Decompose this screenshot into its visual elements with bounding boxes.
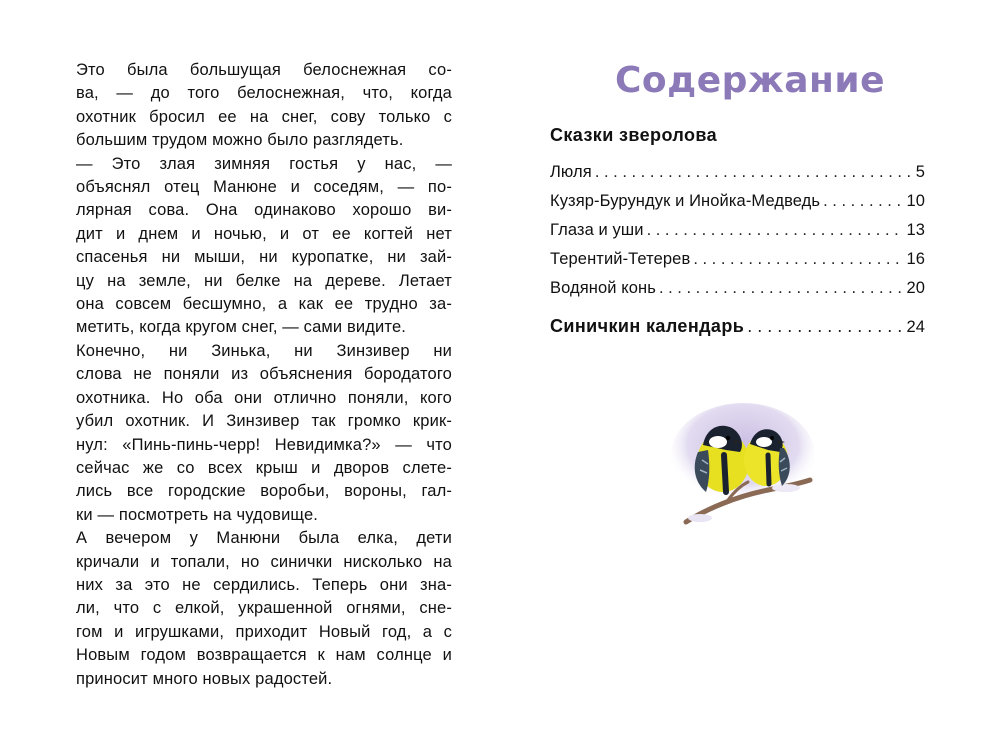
titmice-on-branch-illustration bbox=[668, 400, 818, 535]
text-line: сейчас же со всех крыш и дворов слете- bbox=[76, 458, 452, 477]
toc-entry-page: 16 bbox=[906, 250, 925, 268]
text-line: большим трудом можно было разглядеть. bbox=[76, 131, 404, 150]
toc-entry-title: Синичкин календарь bbox=[550, 316, 745, 336]
leader-dots bbox=[595, 163, 913, 182]
text-line: охотник бросил ее на снег, сову только с bbox=[76, 107, 452, 126]
toc-entry-title: Кузяр-Бурундук и Инойка-Медведь bbox=[550, 192, 821, 210]
text-line: Это была большущая белоснежная со- bbox=[76, 61, 452, 79]
toc-entry-title: Терентий-Тетерев bbox=[550, 250, 691, 268]
text-line: А вечером у Манюни была елка, дети bbox=[76, 529, 452, 548]
toc-entry[interactable] bbox=[550, 250, 925, 279]
toc-entry-title: Глаза и уши bbox=[550, 221, 644, 239]
story-text bbox=[50, 59, 452, 691]
toc-entry-major[interactable] bbox=[550, 316, 925, 345]
text-line: дит и днем и ночью, и от ее когтей нет bbox=[76, 224, 452, 243]
text-line: них за это не сердились. Теперь они зна- bbox=[76, 575, 452, 594]
text-line: ли, что с елкой, украшенной огнями, сне- bbox=[76, 599, 452, 618]
leader-dots bbox=[823, 192, 903, 211]
text-line: Новым годом возвращается к нам солнце и bbox=[76, 646, 452, 665]
text-line: кричали и топали, но синички нисколько на bbox=[76, 552, 452, 571]
text-line: Конечно, ни Зинька, ни Зинзивер ни bbox=[76, 341, 452, 360]
contents-title: Содержание bbox=[614, 60, 886, 101]
toc-entry[interactable] bbox=[550, 163, 925, 192]
text-line: ки — посмотреть на чудовище. bbox=[76, 505, 319, 524]
text-line: ва, — до того белоснежная, что, когда bbox=[76, 84, 452, 103]
text-line: слова не поняли из объяснения бородатого bbox=[76, 365, 452, 384]
text-line: гом и игрушками, приходит Новый год, а с bbox=[76, 622, 452, 641]
table-of-contents bbox=[550, 163, 925, 345]
toc-entry-page: 10 bbox=[906, 192, 925, 210]
text-line: объяснял отец Манюне и соседям, — по- bbox=[76, 178, 452, 197]
leader-dots bbox=[747, 316, 903, 337]
text-line: охотника. Но оба они отлично поняли, кого bbox=[76, 388, 452, 407]
leader-dots bbox=[659, 279, 903, 298]
toc-entry-title: Люля bbox=[550, 163, 592, 181]
toc-entry-page: 20 bbox=[906, 279, 925, 297]
toc-entry[interactable] bbox=[550, 221, 925, 250]
right-page bbox=[500, 0, 1000, 750]
text-line: она совсем бесшумно, а как ее трудно за- bbox=[76, 295, 452, 314]
toc-entry[interactable] bbox=[550, 192, 925, 221]
paragraph-1 bbox=[50, 59, 452, 153]
toc-entry-page: 24 bbox=[906, 318, 925, 336]
text-line: спасенья ни мыши, ни куропатке, ни зай- bbox=[76, 248, 452, 267]
toc-entry-title: Водяной конь bbox=[550, 279, 656, 297]
toc-entry-page: 5 bbox=[915, 163, 925, 181]
text-line: — Это злая зимняя гостья у нас, — bbox=[76, 154, 452, 173]
toc-entry-page: 13 bbox=[906, 221, 925, 239]
leader-dots bbox=[693, 250, 903, 269]
text-line: убил охотник. И Зинзивер так громко крик- bbox=[76, 412, 452, 431]
text-line: метить, когда кругом снег, — сами видите. bbox=[76, 318, 407, 337]
paragraph-4 bbox=[50, 527, 452, 691]
leader-dots bbox=[647, 221, 904, 240]
text-line: цу на земле, ни белке на дереве. Летает bbox=[76, 271, 452, 290]
toc-entry[interactable] bbox=[550, 279, 925, 308]
text-line: лярная сова. Она одинаково хорошо ви- bbox=[76, 201, 452, 220]
paragraph-3 bbox=[50, 340, 452, 527]
text-line: приносит много новых радостей. bbox=[76, 669, 333, 688]
text-line: нул: «Пинь-пинь-черр! Невидимка?» — что bbox=[76, 435, 452, 454]
section-heading: Сказки зверолова bbox=[550, 125, 718, 145]
text-line: лись все городские воробьи, вороны, гал- bbox=[76, 482, 452, 501]
paragraph-2 bbox=[50, 153, 452, 340]
